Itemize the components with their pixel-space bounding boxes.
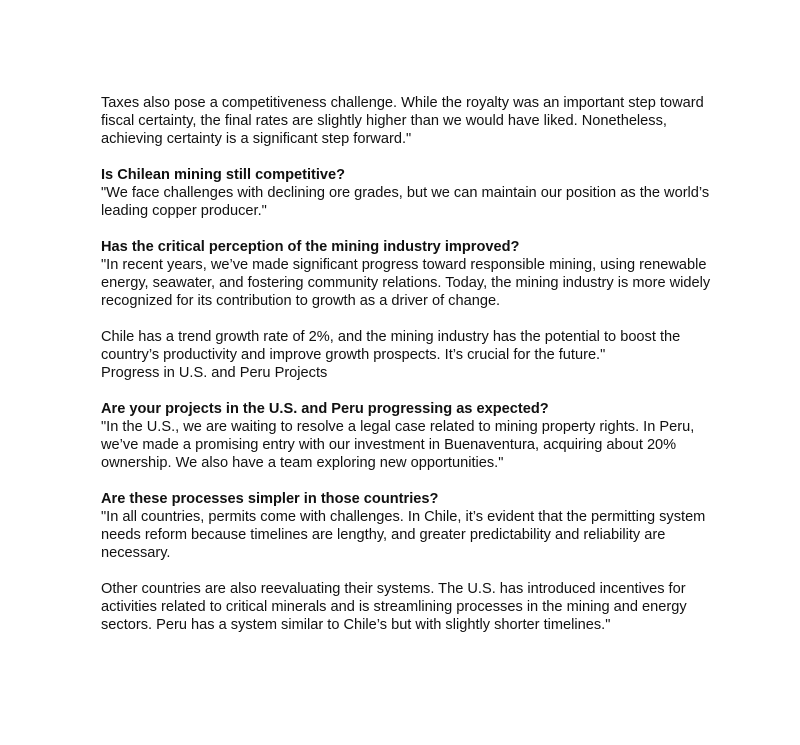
paragraph-other-countries: Other countries are also reevaluating their systems. The U.S. has introduced incentives for activities related to critical minerals and is streamlining processes in the mining and energy sectors. Peru has a system similar to Chile’s but with slightly shorter timelines." (101, 581, 687, 633)
answer-competitive: "We face challenges with declining ore grades, but we can maintain our position as the world’s leading copper producer." (101, 185, 710, 219)
question-processes: Are these processes simpler in those countries? (101, 491, 439, 507)
answer-perception: "In recent years, we’ve made significant progress toward responsible mining, using renewable energy, seawater, and fostering community relations. Today, the mining industry is more widely recognized for its contribution to growth as a driver of change. (101, 257, 711, 309)
answer-projects: "In the U.S., we are waiting to resolve a legal case related to mining property rights. In Peru, we’ve made a promising entry with our investment in Buenaventura, acquiring about 20% ownership. We also have a team exploring new opportunities." (101, 419, 695, 471)
question-perception: Has the critical perception of the mining industry improved? (101, 239, 520, 255)
growth-paragraph-block (101, 328, 711, 382)
question-competitive: Is Chilean mining still competitive? (101, 167, 346, 183)
paragraph-taxes: Taxes also pose a competitiveness challenge. While the royalty was an important step toward fiscal certainty, the final rates are slightly higher than we would have liked. Nonetheless, achieving certainty is a significant step forward." (101, 95, 704, 147)
qa-perception-block (101, 238, 711, 310)
intro-paragraph-block (101, 94, 711, 148)
paragraph-growth: Chile has a trend growth rate of 2%, and the mining industry has the potential to boost the country’s productivity and improve growth prospects. It’s crucial for the future." (101, 329, 681, 363)
qa-projects-block (101, 400, 711, 472)
qa-processes-block (101, 490, 711, 562)
other-countries-paragraph-block (101, 580, 711, 634)
document-body (101, 94, 711, 652)
qa-competitive-block (101, 166, 711, 220)
answer-processes: "In all countries, permits come with challenges. In Chile, it’s evident that the permitting system needs reform because timelines are lengthy, and greater predictability and reliability are necessary. (101, 509, 706, 561)
section-heading-progress: Progress in U.S. and Peru Projects (101, 365, 328, 381)
question-projects: Are your projects in the U.S. and Peru progressing as expected? (101, 401, 549, 417)
